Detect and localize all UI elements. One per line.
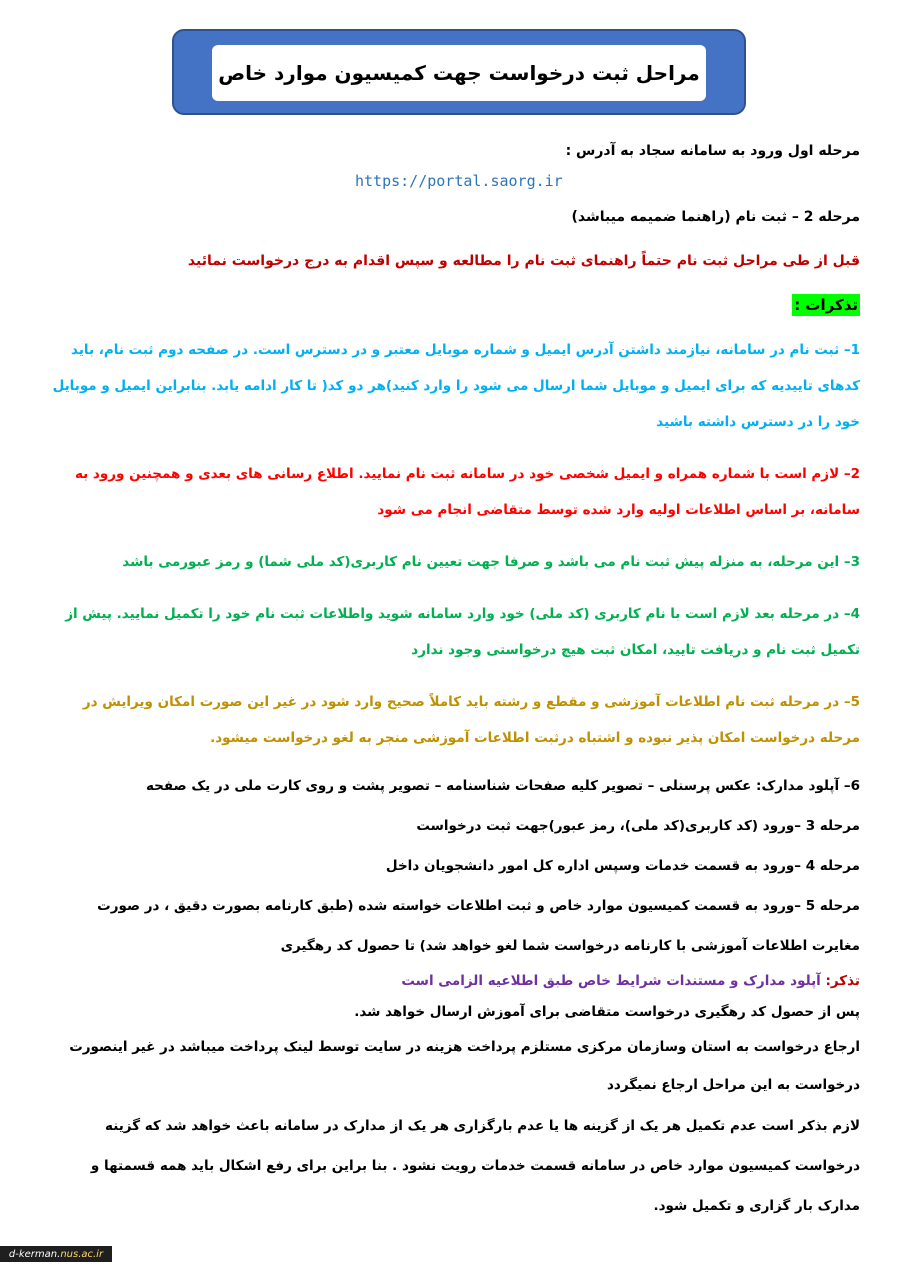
registration-warning: قبل از طی مراحل ثبت نام حتماً راهنمای ثبت نام را مطالعه و سپس اقدام به درج درخواست نمائید <box>187 253 860 269</box>
portal-link[interactable]: https://portal.saorg.ir <box>355 172 563 190</box>
step-5-text: مرحله 5 –ورود به قسمت کمیسیون موارد خاص و ثبت اطلاعات خواسته شده (طبق کارنامه بصورت دقیق ، در صورت مغایرت اطلاعات آموزشی با کارنامه درخواست شما لغو خواهد شد) تا حصول کد رهگیری <box>97 898 860 954</box>
step-3-text: مرحله 3 –ورود (کد کاربری(کد ملی)، رمز عبور)جهت ثبت درخواست <box>416 818 860 834</box>
referral-text: ارجاع درخواست به استان وسازمان مرکزی مستلزم پرداخت هزینه در سایت توسط لینک پرداخت میباشد در غیر اینصورت درخواست به این مراحل ارجاع نمیگردد <box>69 1039 860 1093</box>
step-2-text: مرحله 2 – ثبت نام (راهنما ضمیمه میباشد) <box>571 209 860 225</box>
footer-prefix: d-kerman. <box>8 1248 61 1260</box>
note-5: 5– در مرحله ثبت نام اطلاعات آموزشی و مقطع و رشته باید کاملاً صحیح وارد شود در غیر این صورت امکان ویرایش در مرحله درخواست امکان پذیر نبوده و اشتباه درثبت اطلاعات آموزشی منجر به لغو درخواست میشود. <box>82 694 860 746</box>
footer-domain: nus.ac.ir <box>60 1248 104 1260</box>
notes-heading <box>50 290 860 320</box>
step-1-text: مرحله اول ورود به سامانه سجاد به آدرس : <box>565 143 860 159</box>
tip-text: آپلود مدارک و مستندات شرایط خاص طبق اطلاعیه الزامی است <box>401 973 821 989</box>
final-note: لازم بذکر است عدم تکمیل هر یک از گزینه ها یا عدم بارگزاری هر یک از مدارک در سامانه باعث خواهد شد که گزینه درخواست کمیسیون موارد خاص در سامانه قسمت خدمات رویت نشود . بنا براین برای رفع اشکال باید همه قسمتها و مدارک بار گزاری و تکمیل شود. <box>90 1118 860 1214</box>
note-1: 1– ثبت نام در سامانه، نیازمند داشتن آدرس ایمیل و شماره موبایل معتبر و در دسترس است. در صفحه دوم ثبت نام، باید کدهای تاییدیه که برای ایمیل و موبایل شما ارسال می شود را وارد کنید)هر دو کد( تا کار ادامه یابد. بنابراین ایمیل و موبایل خود را در دسترس داشته باشید <box>52 342 860 430</box>
page-title: مراحل ثبت درخواست جهت کمیسیون موارد خاص <box>218 61 700 85</box>
site-footer-badge[interactable] <box>0 1246 112 1262</box>
tip-line <box>50 966 860 996</box>
after-tracking-text: پس از حصول کد رهگیری درخواست متقاضی برای آموزش ارسال خواهد شد. <box>354 1004 860 1020</box>
notes-heading-label: تذکرات : <box>794 296 858 314</box>
note-3: 3– این مرحله، به منزله پیش ثبت نام می باشد و صرفا جهت تعیین نام کاربری(کد ملی شما) و رمز عبورمی باشد <box>122 554 860 570</box>
title-panel <box>212 45 706 101</box>
note-4: 4– در مرحله بعد لازم است با نام کاربری (کد ملی) خود وارد سامانه شوید واطلاعات ثبت نام خود را تکمیل نمایید. پیش از تکمیل ثبت نام و دریافت تایید، امکان ثبت هیچ درخواستی وجود ندارد <box>65 606 860 658</box>
document-body <box>50 136 860 1226</box>
note-2: 2– لازم است با شماره همراه و ایمیل شخصی خود در سامانه ثبت نام نمایید. اطلاع رسانی های بعدی و همچنین ورود به سامانه، بر اساس اطلاعات اولیه وارد شده توسط متقاضی انجام می شود <box>74 466 860 518</box>
tip-label: تذکر: <box>825 973 860 989</box>
note-6: 6– آپلود مدارک: عکس پرسنلی – تصویر کلیه صفحات شناسنامه – تصویر پشت و روی کارت ملی در یک صفحه <box>145 778 860 794</box>
title-banner <box>172 29 746 115</box>
step-4-text: مرحله 4 –ورود به قسمت خدمات وسپس اداره کل امور دانشجویان داخل <box>385 858 860 874</box>
